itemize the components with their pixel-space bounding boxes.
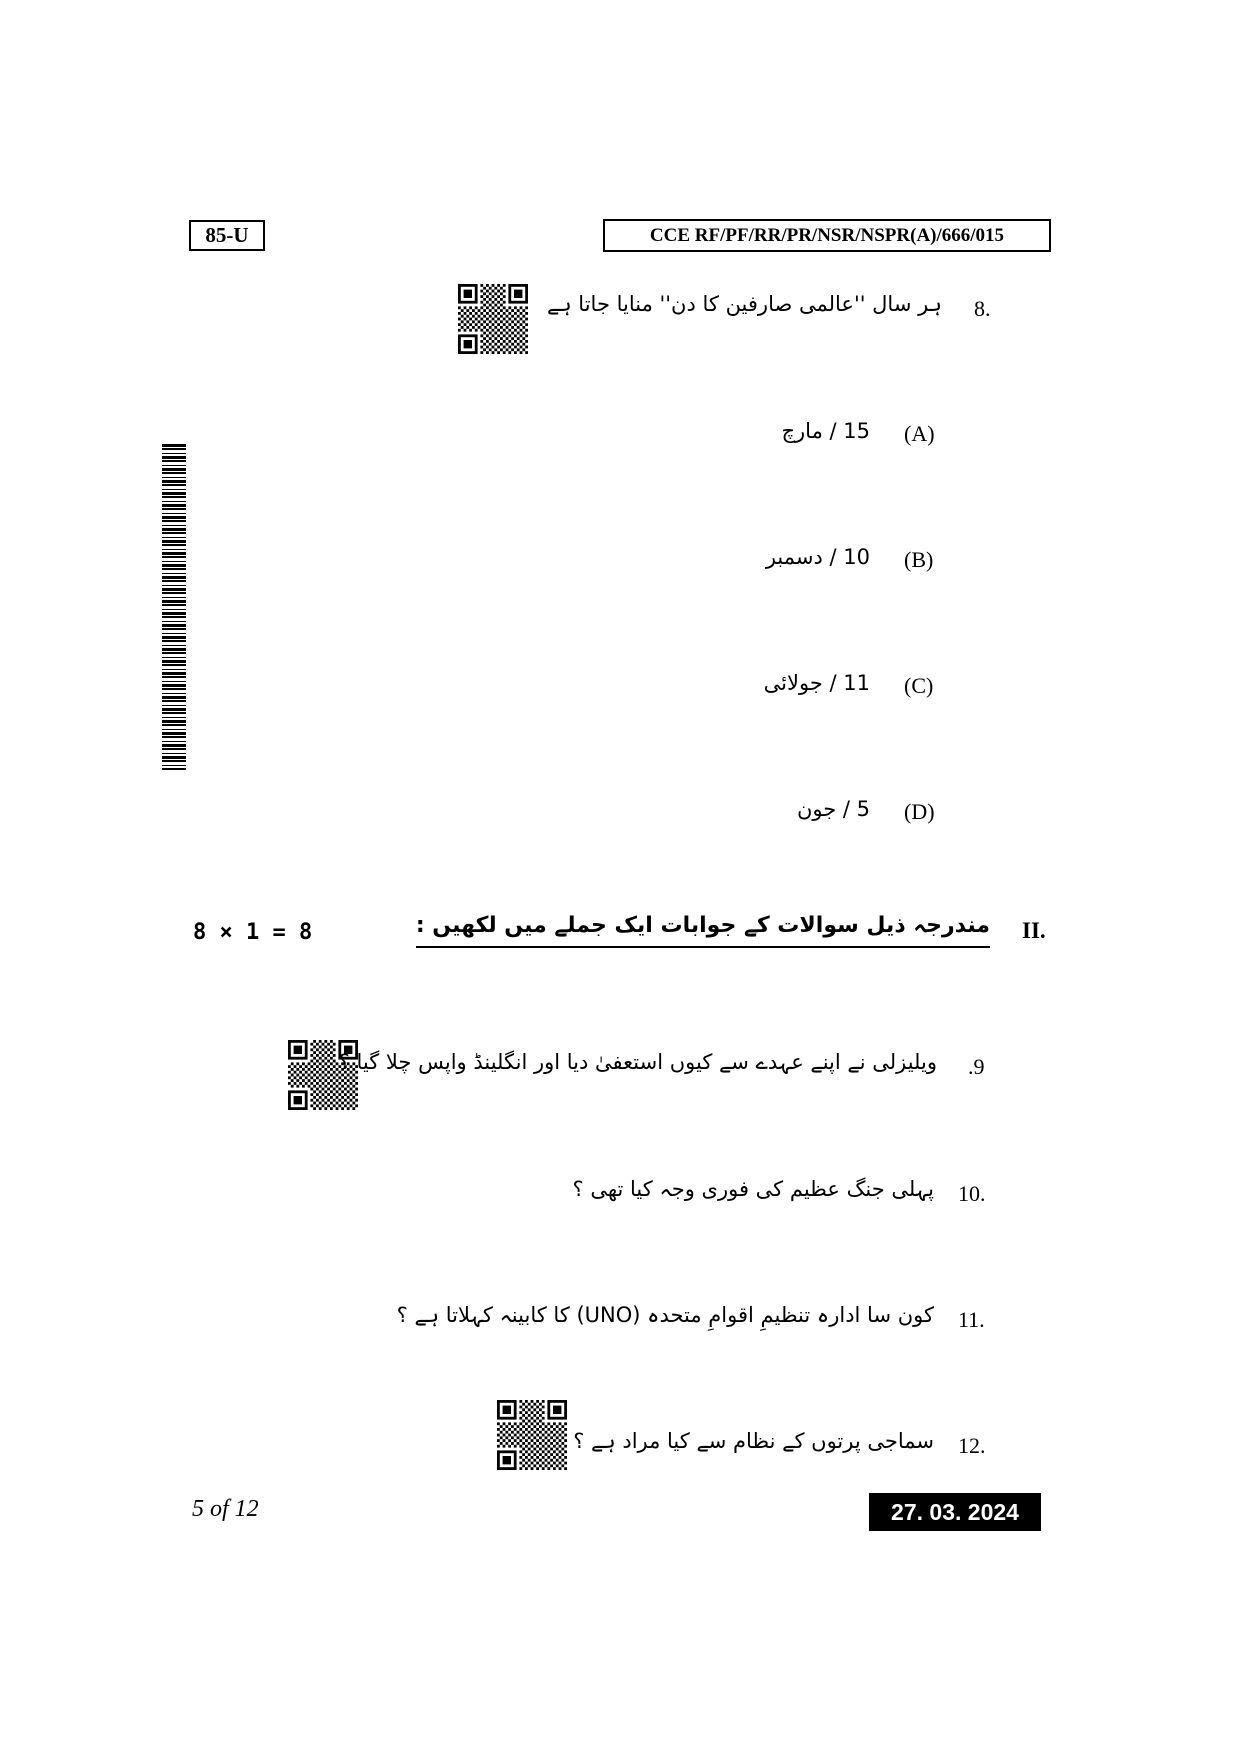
question-number: 10. [958, 1181, 986, 1206]
option-label: (B) [904, 547, 934, 572]
page-number: 5 of 12 [192, 1496, 259, 1522]
question-text: ہر سال ''عالمی صارفین کا دن'' منایا جاتا ہے [547, 292, 942, 316]
option-label: (A) [904, 421, 935, 446]
question-text: ویلیزلی نے اپنے عہدے سے کیوں استعفیٰ دیا اور انگلینڈ واپس چلا گیا ؟ [338, 1050, 937, 1074]
paper-code: 85-U [189, 220, 265, 251]
question-number: .9 [968, 1054, 985, 1079]
exam-date: 27. 03. 2024 [869, 1493, 1041, 1531]
option-text: 11 / جولائی [763, 671, 870, 695]
qr-code-icon [497, 1400, 567, 1470]
option-text: 5 / جون [796, 797, 870, 821]
option-label: (C) [904, 673, 934, 698]
question-number: 11. [958, 1307, 985, 1332]
qr-code-icon [458, 284, 528, 354]
section-number: II. [1022, 918, 1046, 943]
question-number: 12. [958, 1433, 986, 1458]
option-label: (D) [904, 799, 935, 824]
question-text: سماجی پرتوں کے نظام سے کیا مراد ہے ؟ [573, 1429, 934, 1453]
question-text: پہلی جنگ عظیم کی فوری وجہ کیا تھی ؟ [572, 1177, 934, 1201]
section-marks: 8 × 1 = 8 [193, 920, 313, 945]
section-heading: مندرجہ ذیل سوالات کے جوابات ایک جملے میں لکھیں : [416, 913, 990, 948]
option-text: 10 / دسمبر [765, 545, 870, 569]
question-number: 8. [974, 296, 991, 321]
exam-code: CCE RF/PF/RR/PR/NSR/NSPR(A)/666/015 [603, 219, 1051, 252]
question-text: کون سا ادارہ تنظیمِ اقوامِ متحدہ (UNO) کا کابینہ کہلاتا ہے ؟ [396, 1303, 934, 1327]
barcode-graphic [162, 444, 186, 770]
option-text: 15 / مارچ [781, 419, 870, 443]
